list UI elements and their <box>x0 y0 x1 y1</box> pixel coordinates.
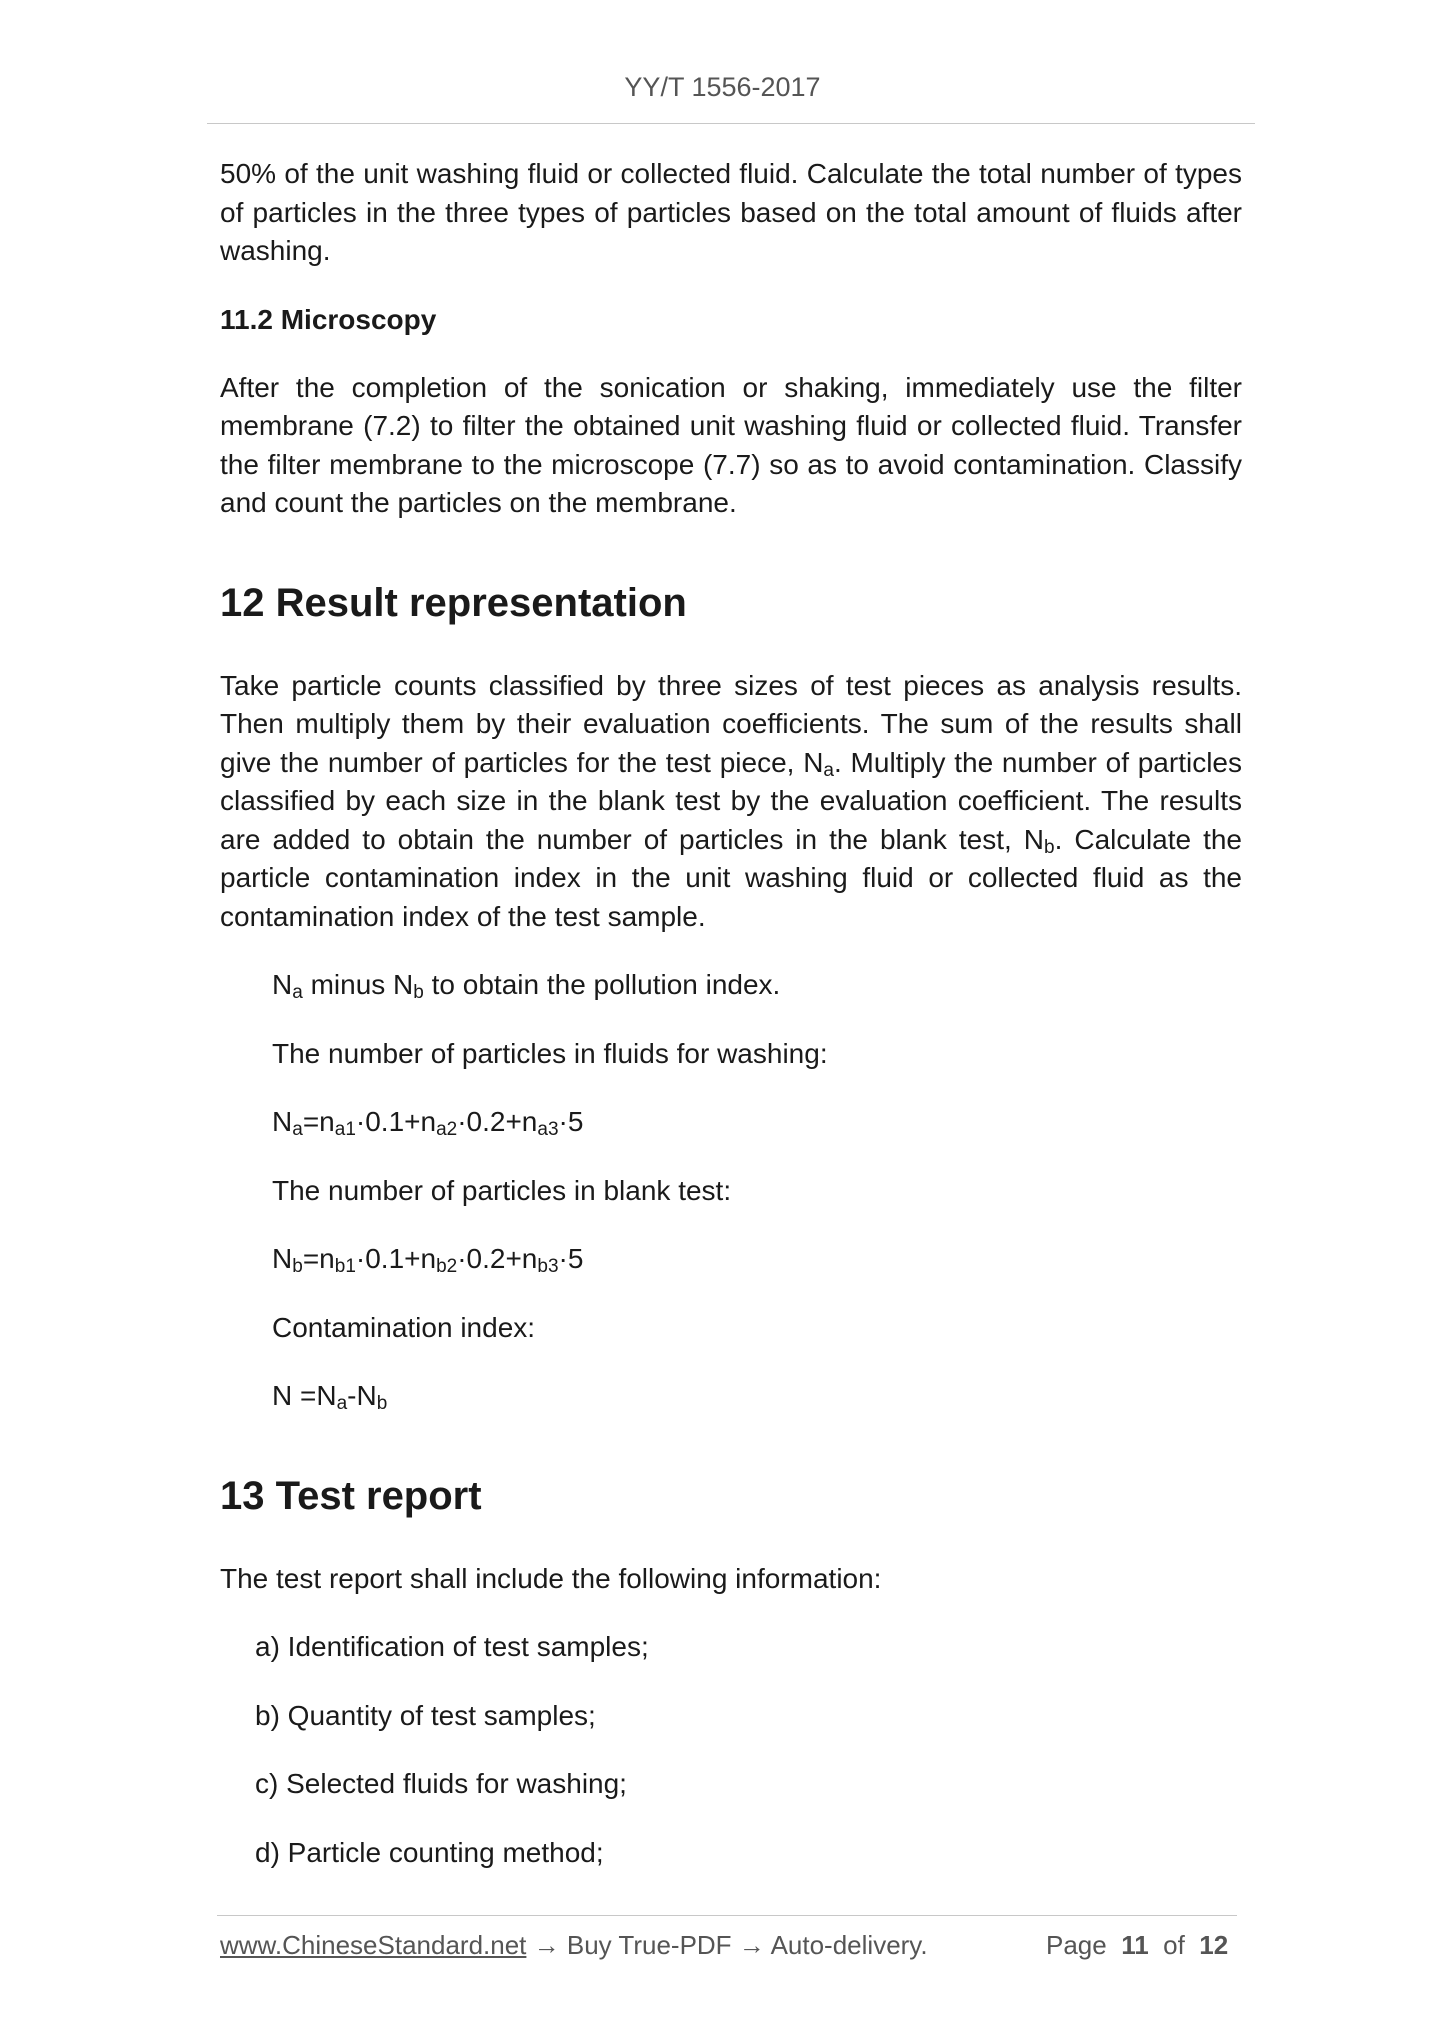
subscript-a: a <box>292 1119 303 1140</box>
formula-text: -N <box>347 1380 377 1411</box>
report-item: b) Quantity of test samples; <box>255 1699 596 1731</box>
subscript-b: b <box>292 1256 303 1277</box>
pollution-index-line <box>220 966 1242 1005</box>
subscript: a3 <box>537 1119 559 1140</box>
page-header-title: YY/T 1556-2017 <box>624 72 821 102</box>
subscript-a: a <box>823 759 834 781</box>
intro-paragraph: 50% of the unit washing fluid or collected fluid. Calculate the total number of types of particles in the three types of particles based on the total amount of fluids after washing. <box>220 158 1242 266</box>
subscript: b3 <box>537 1256 559 1277</box>
header-rule <box>207 123 1255 124</box>
formula-text: N =N <box>272 1380 337 1411</box>
formula-na <box>220 1103 1242 1142</box>
subscript-a: a <box>292 982 303 1003</box>
formula-n <box>220 1377 1242 1416</box>
section-11-2-paragraph: After the completion of the sonication or shaking, immediately use the filter membrane (7.2) to filter the obtained unit washing fluid or collected fluid. Transfer the filter membrane to the microscope (7.7) so as to avoid contamination. Classify and count the particles on the membrane. <box>220 371 1242 518</box>
document-body <box>220 155 1242 1872</box>
page-current: 11 <box>1121 1930 1149 1960</box>
result-text-2: . Multiply the number of particles classified by each size in the blank test by the evaluation coefficient. The results are added to obtain the number of particles in the blank test, N <box>220 746 1242 855</box>
subscript-b: b <box>376 1393 388 1414</box>
subscript: a1 <box>334 1119 356 1140</box>
page-number <box>1046 1930 1228 1961</box>
footer-website-link[interactable]: www.ChineseStandard.net <box>220 1930 527 1960</box>
subscript-a: a <box>336 1393 348 1414</box>
washing-label: The number of particles in fluids for washing: <box>272 1037 828 1069</box>
page-label: Page <box>1046 1930 1107 1960</box>
symbol-n: N <box>272 969 293 1000</box>
report-item: d) Particle counting method; <box>255 1836 604 1868</box>
subscript: a2 <box>436 1119 458 1140</box>
report-item: c) Selected fluids for washing; <box>255 1768 627 1799</box>
result-text-3: . Calculate the particle contamination index in the unit washing fluid or collected fluid as the contamination index of the test sample. <box>220 823 1242 932</box>
page-total: 12 <box>1199 1930 1229 1960</box>
formula-nb <box>220 1240 1242 1279</box>
page-of-label: of <box>1163 1930 1185 1960</box>
formula-text: ·5 <box>558 1106 584 1137</box>
index-label: Contamination index: <box>272 1311 536 1343</box>
pollution-text: to obtain the pollution index. <box>423 969 781 1000</box>
result-text-1: Take particle counts classified by three sizes of test pieces as analysis results. Then multiply them by their evaluation coefficients. The sum of the results shall give the number of particles for the test piece, N <box>220 669 1242 778</box>
formula-text: ·0.2+n <box>457 1106 538 1137</box>
subscript: b2 <box>436 1256 458 1277</box>
footer-left <box>220 1930 928 1961</box>
formula-text: =n <box>302 1243 335 1274</box>
footer-rule <box>217 1915 1237 1916</box>
section-13-heading: 13 Test report <box>220 1473 482 1518</box>
formula-text: ·5 <box>558 1243 584 1274</box>
minus-text: minus N <box>302 969 414 1000</box>
formula-text: =n <box>302 1106 335 1137</box>
formula-text: ·0.1+n <box>355 1243 437 1274</box>
footer-delivery-text: → Buy True-PDF → Auto-delivery. <box>526 1930 928 1960</box>
subscript-b: b <box>1044 836 1055 858</box>
report-intro: The test report shall include the following information: <box>220 1562 882 1594</box>
report-item: a) Identification of test samples; <box>255 1631 649 1662</box>
result-paragraph <box>220 667 1242 937</box>
formula-symbol: N <box>272 1243 293 1274</box>
subscript-b: b <box>413 982 424 1003</box>
formula-text: ·0.2+n <box>457 1243 538 1274</box>
blank-label: The number of particles in blank test: <box>272 1174 732 1206</box>
section-11-2-heading: 11.2 Microscopy <box>220 303 437 335</box>
subscript: b1 <box>334 1256 356 1277</box>
formula-text: ·0.1+n <box>355 1106 437 1137</box>
formula-symbol: N <box>272 1106 293 1137</box>
section-12-heading: 12 Result representation <box>220 580 687 625</box>
